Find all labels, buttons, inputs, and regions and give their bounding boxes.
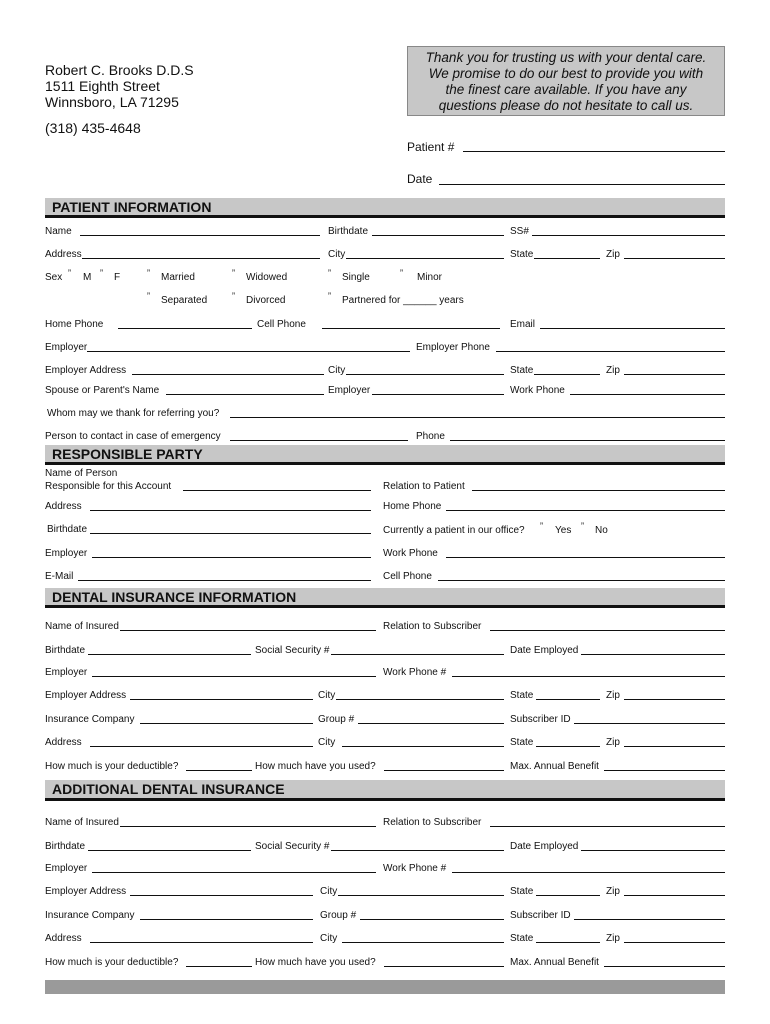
responsible-work-phone-label: Work Phone xyxy=(383,548,438,559)
responsible-cell-phone-label: Cell Phone xyxy=(383,571,432,582)
add-work-phone-label: Work Phone # xyxy=(383,863,447,874)
thank-you-line: the finest care available. If you have any xyxy=(445,82,687,97)
insured-state-label: State xyxy=(510,690,534,701)
used-field[interactable] xyxy=(384,770,504,771)
responsible-birthdate-field[interactable] xyxy=(90,533,371,534)
responsible-home-phone-field[interactable] xyxy=(446,510,725,511)
relation-to-patient-field[interactable] xyxy=(472,490,725,491)
insurance-zip-field[interactable] xyxy=(624,746,725,747)
divorced-label: Divorced xyxy=(246,295,286,306)
add-employer-label: Employer xyxy=(45,863,88,874)
add-address-zip-field[interactable] xyxy=(624,942,725,943)
date-label: Date xyxy=(407,172,433,186)
insured-work-phone-label: Work Phone # xyxy=(383,667,447,678)
add-subscriber-id-label: Subscriber ID xyxy=(510,910,571,921)
insured-birthdate-field[interactable] xyxy=(88,654,251,655)
single-checkbox[interactable]: ” xyxy=(328,268,331,278)
insurance-company-field[interactable] xyxy=(140,723,313,724)
responsible-home-phone-label: Home Phone xyxy=(383,501,442,512)
spouse-employer-label: Employer xyxy=(328,385,371,396)
responsible-name-label-2: Responsible for this Account xyxy=(45,481,172,492)
add-insured-name-field[interactable] xyxy=(120,826,376,827)
employer-field[interactable] xyxy=(87,351,410,352)
minor-checkbox[interactable]: ” xyxy=(400,268,403,278)
date-employed-field[interactable] xyxy=(581,654,725,655)
add-address-city-label: City xyxy=(320,933,338,944)
responsible-email-label: E-Mail xyxy=(45,571,74,582)
add-deductible-label: How much is your deductible? xyxy=(45,957,179,968)
minor-label: Minor xyxy=(417,272,443,283)
add-city-label: City xyxy=(320,886,338,897)
yes-label: Yes xyxy=(555,525,572,536)
add-ssn-field[interactable] xyxy=(331,850,504,851)
add-address-zip-label: Zip xyxy=(606,933,620,944)
employer-city-field[interactable] xyxy=(346,374,504,375)
add-address-state-field[interactable] xyxy=(536,942,600,943)
add-max-benefit-label: Max. Annual Benefit xyxy=(510,957,599,968)
insured-state-field[interactable] xyxy=(536,699,600,700)
add-group-label: Group # xyxy=(320,910,357,921)
emergency-phone-label: Phone xyxy=(416,431,445,442)
no-checkbox[interactable]: ” xyxy=(581,521,584,531)
sex-m-label: M xyxy=(83,272,92,283)
ss-label: SS# xyxy=(510,226,529,237)
married-checkbox[interactable]: ” xyxy=(147,268,150,278)
birthdate-field[interactable] xyxy=(372,235,504,236)
employer-state-label: State xyxy=(510,365,534,376)
add-work-phone-field[interactable] xyxy=(452,872,725,873)
referral-label: Whom may we thank for referring you? xyxy=(47,408,220,419)
deductible-label: How much is your deductible? xyxy=(45,761,179,772)
employer-state-field[interactable] xyxy=(534,374,600,375)
thank-you-line: We promise to do our best to provide you with xyxy=(428,66,704,81)
no-label: No xyxy=(595,525,608,536)
add-employer-address-field[interactable] xyxy=(130,895,313,896)
relation-subscriber-field[interactable] xyxy=(490,630,725,631)
separated-checkbox[interactable]: ” xyxy=(147,291,150,301)
add-address-city-field[interactable] xyxy=(342,942,504,943)
add-max-benefit-field[interactable] xyxy=(604,966,725,967)
work-phone-label: Work Phone xyxy=(510,385,565,396)
employer-phone-label: Employer Phone xyxy=(416,342,490,353)
employer-zip-label: Zip xyxy=(606,365,620,376)
married-label: Married xyxy=(161,272,195,283)
separated-label: Separated xyxy=(161,295,208,306)
ssn-field[interactable] xyxy=(331,654,504,655)
add-employer-field[interactable] xyxy=(92,872,376,873)
insured-zip-field[interactable] xyxy=(624,699,725,700)
sex-label: Sex xyxy=(45,272,63,283)
responsible-address-field[interactable] xyxy=(90,510,371,511)
referral-field[interactable] xyxy=(230,417,725,418)
date-employed-label: Date Employed xyxy=(510,645,579,656)
employer-label: Employer xyxy=(45,342,88,353)
add-address-field[interactable] xyxy=(90,942,313,943)
group-field[interactable] xyxy=(358,723,504,724)
section-title-patient: PATIENT INFORMATION xyxy=(52,199,212,215)
section-title-additional: ADDITIONAL DENTAL INSURANCE xyxy=(52,781,285,797)
emergency-phone-field[interactable] xyxy=(450,440,725,441)
practice-street: 1511 Eighth Street xyxy=(45,78,160,94)
add-zip-label: Zip xyxy=(606,886,620,897)
yes-checkbox[interactable]: ” xyxy=(540,521,543,531)
used-label: How much have you used? xyxy=(255,761,376,772)
thank-you-box xyxy=(407,46,725,116)
add-insurance-company-label: Insurance Company xyxy=(45,910,135,921)
max-benefit-field[interactable] xyxy=(604,770,725,771)
footer-bar xyxy=(45,980,725,994)
add-date-employed-label: Date Employed xyxy=(510,841,579,852)
responsible-address-label: Address xyxy=(45,501,82,512)
spouse-label: Spouse or Parent's Name xyxy=(45,385,160,396)
insurance-company-label: Insurance Company xyxy=(45,714,135,725)
patient-number-field[interactable] xyxy=(463,151,725,152)
divorced-checkbox[interactable]: ” xyxy=(232,291,235,301)
ss-field[interactable] xyxy=(532,235,725,236)
add-insured-name-label: Name of Insured xyxy=(45,817,119,828)
cell-phone-label: Cell Phone xyxy=(257,319,306,330)
responsible-employer-label: Employer xyxy=(45,548,88,559)
insurance-address-field[interactable] xyxy=(90,746,313,747)
section-header-rule xyxy=(45,798,725,801)
add-subscriber-id-field[interactable] xyxy=(574,919,725,920)
add-date-employed-field[interactable] xyxy=(581,850,725,851)
emergency-contact-field[interactable] xyxy=(230,440,408,441)
insured-birthdate-label: Birthdate xyxy=(45,645,86,656)
work-phone-field[interactable] xyxy=(570,394,725,395)
relation-to-patient-label: Relation to Patient xyxy=(383,481,465,492)
address-label: Address xyxy=(45,249,82,260)
add-used-field[interactable] xyxy=(384,966,504,967)
add-address-label: Address xyxy=(45,933,82,944)
employer-phone-field[interactable] xyxy=(496,351,725,352)
spouse-field[interactable] xyxy=(166,394,324,395)
state-field[interactable] xyxy=(534,258,600,259)
section-title-dental: DENTAL INSURANCE INFORMATION xyxy=(52,589,297,605)
home-phone-field[interactable] xyxy=(118,328,252,329)
insurance-address-label: Address xyxy=(45,737,82,748)
responsible-email-field[interactable] xyxy=(78,580,371,581)
zip-label: Zip xyxy=(606,249,620,260)
group-label: Group # xyxy=(318,714,355,725)
insured-employer-address-field[interactable] xyxy=(130,699,313,700)
employer-city-label: City xyxy=(328,365,346,376)
sex-f-label: F xyxy=(114,272,121,283)
cell-phone-field[interactable] xyxy=(322,328,500,329)
practice-city: Winnsboro, LA 71295 xyxy=(45,94,179,110)
add-zip-field[interactable] xyxy=(624,895,725,896)
add-birthdate-label: Birthdate xyxy=(45,841,86,852)
insurance-state-label: State xyxy=(510,737,534,748)
insured-name-label: Name of Insured xyxy=(45,621,119,632)
relation-subscriber-label: Relation to Subscriber xyxy=(383,621,482,632)
patient-number-label: Patient # xyxy=(407,140,455,154)
practice-name: Robert C. Brooks D.D.S xyxy=(45,62,194,78)
employer-address-label: Employer Address xyxy=(45,365,127,376)
partnered-label: Partnered for ______ years xyxy=(342,295,464,306)
sex-m-checkbox[interactable]: ” xyxy=(68,268,71,278)
responsible-employer-field[interactable] xyxy=(92,557,371,558)
home-phone-label: Home Phone xyxy=(45,319,104,330)
insured-name-field[interactable] xyxy=(120,630,376,631)
add-state-field[interactable] xyxy=(536,895,600,896)
max-benefit-label: Max. Annual Benefit xyxy=(510,761,599,772)
birthdate-label: Birthdate xyxy=(328,226,369,237)
single-label: Single xyxy=(342,272,370,283)
state-label: State xyxy=(510,249,534,260)
insured-city-label: City xyxy=(318,690,336,701)
responsible-name-field[interactable] xyxy=(183,490,371,491)
emergency-contact-label: Person to contact in case of emergency xyxy=(45,431,221,442)
thank-you-line: questions please do not hesitate to call us. xyxy=(438,98,694,113)
sex-f-checkbox[interactable]: ” xyxy=(100,268,103,278)
add-address-state-label: State xyxy=(510,933,534,944)
ssn-label: Social Security # xyxy=(255,645,330,656)
insured-employer-label: Employer xyxy=(45,667,88,678)
insurance-zip-label: Zip xyxy=(606,737,620,748)
add-relation-subscriber-field[interactable] xyxy=(490,826,725,827)
name-label: Name xyxy=(45,226,72,237)
practice-phone: (318) 435-4648 xyxy=(45,120,141,136)
insurance-city-field[interactable] xyxy=(342,746,504,747)
insured-employer-field[interactable] xyxy=(92,676,376,677)
thank-you-line: Thank you for trusting us with your dental care. xyxy=(425,50,707,65)
zip-field[interactable] xyxy=(624,258,725,259)
insurance-state-field[interactable] xyxy=(536,746,600,747)
city-label: City xyxy=(328,249,346,260)
add-city-field[interactable] xyxy=(338,895,504,896)
add-deductible-field[interactable] xyxy=(186,966,252,967)
add-group-field[interactable] xyxy=(360,919,504,920)
widowed-checkbox[interactable]: ” xyxy=(232,268,235,278)
responsible-cell-phone-field[interactable] xyxy=(438,580,725,581)
email-label: Email xyxy=(510,319,536,330)
subscriber-id-field[interactable] xyxy=(574,723,725,724)
insured-city-field[interactable] xyxy=(336,699,504,700)
date-field[interactable] xyxy=(439,184,725,185)
spouse-employer-field[interactable] xyxy=(372,394,504,395)
responsible-birthdate-label: Birthdate xyxy=(47,524,88,535)
add-employer-address-label: Employer Address xyxy=(45,886,127,897)
section-title-responsible: RESPONSIBLE PARTY xyxy=(52,446,203,462)
add-ssn-label: Social Security # xyxy=(255,841,330,852)
insurance-city-label: City xyxy=(318,737,336,748)
insured-zip-label: Zip xyxy=(606,690,620,701)
address-field[interactable] xyxy=(82,258,320,259)
employer-address-field[interactable] xyxy=(132,374,324,375)
currently-patient-label: Currently a patient in our office? xyxy=(383,525,525,536)
add-insurance-company-field[interactable] xyxy=(140,919,313,920)
insured-employer-address-label: Employer Address xyxy=(45,690,127,701)
email-field[interactable] xyxy=(540,328,725,329)
responsible-name-label-1: Name of Person xyxy=(45,468,118,479)
add-birthdate-field[interactable] xyxy=(88,850,251,851)
partnered-checkbox[interactable]: ” xyxy=(328,291,331,301)
widowed-label: Widowed xyxy=(246,272,288,283)
add-relation-subscriber-label: Relation to Subscriber xyxy=(383,817,482,828)
city-field[interactable] xyxy=(346,258,504,259)
insured-work-phone-field[interactable] xyxy=(452,676,725,677)
name-field[interactable] xyxy=(80,235,320,236)
employer-zip-field[interactable] xyxy=(624,374,725,375)
subscriber-id-label: Subscriber ID xyxy=(510,714,571,725)
add-state-label: State xyxy=(510,886,534,897)
responsible-work-phone-field[interactable] xyxy=(446,557,725,558)
deductible-field[interactable] xyxy=(186,770,252,771)
add-used-label: How much have you used? xyxy=(255,957,376,968)
